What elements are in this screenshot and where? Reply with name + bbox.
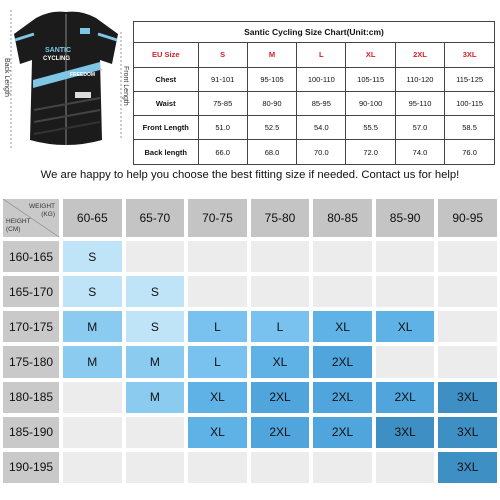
- jersey-print-2: CYCLING: [43, 56, 70, 62]
- table-cell: 85-95: [297, 91, 346, 115]
- size-cell: 3XL: [438, 382, 497, 413]
- size-cell: S: [126, 311, 185, 342]
- header-cell: L: [297, 43, 346, 67]
- table-cell: 95-105: [247, 67, 296, 91]
- weight-header: 60-65: [63, 199, 122, 237]
- table-cell: 115-125: [445, 67, 494, 91]
- jersey-print-1: SANTIC: [45, 47, 72, 54]
- size-cell: 3XL: [438, 452, 497, 483]
- row-label: Waist: [134, 91, 198, 115]
- table-cell: 100-115: [445, 91, 494, 115]
- size-cell: [63, 382, 122, 413]
- size-cell: 2XL: [251, 382, 310, 413]
- size-cell: [251, 276, 310, 307]
- header-cell: EU Size: [134, 43, 198, 67]
- size-cell: M: [126, 382, 185, 413]
- size-cell: [313, 241, 372, 272]
- table-cell: 51.0: [198, 116, 247, 140]
- weight-header: 85-90: [376, 199, 435, 237]
- table-cell: 80-90: [247, 91, 296, 115]
- size-chart-header-row: [134, 43, 494, 67]
- size-cell: [438, 241, 497, 272]
- table-cell: 70.0: [297, 140, 346, 164]
- height-header: 180-185: [3, 382, 59, 413]
- size-cell: 3XL: [376, 417, 435, 448]
- table-cell: 68.0: [247, 140, 296, 164]
- weight-header: 90-95: [438, 199, 497, 237]
- table-cell: 110-120: [395, 67, 444, 91]
- header-cell: 2XL: [395, 43, 444, 67]
- fit-grid: [3, 199, 497, 483]
- size-cell: [188, 241, 247, 272]
- height-header: 160-165: [3, 241, 59, 272]
- size-cell: [188, 276, 247, 307]
- table-cell: 52.5: [247, 116, 296, 140]
- size-cell: XL: [188, 417, 247, 448]
- table-row: [134, 116, 494, 140]
- table-cell: 100-110: [297, 67, 346, 91]
- header-cell: S: [198, 43, 247, 67]
- size-cell: XL: [251, 346, 310, 377]
- size-cell: S: [63, 241, 122, 272]
- table-cell: 55.5: [346, 116, 395, 140]
- height-axis-label: [6, 218, 31, 234]
- size-cell: [376, 241, 435, 272]
- size-cell: 3XL: [438, 417, 497, 448]
- table-cell: 57.0: [395, 116, 444, 140]
- height-unit: (CM): [6, 226, 21, 233]
- height-label: HEIGHT: [6, 218, 31, 225]
- size-cell: M: [126, 346, 185, 377]
- size-cell: [313, 276, 372, 307]
- size-cell: XL: [376, 311, 435, 342]
- height-header: 185-190: [3, 417, 59, 448]
- table-row: [134, 67, 494, 91]
- height-header: 175-180: [3, 346, 59, 377]
- jersey-illustration: [0, 0, 132, 160]
- weight-header: 75-80: [251, 199, 310, 237]
- size-cell: [438, 311, 497, 342]
- size-cell: S: [126, 276, 185, 307]
- brand-patch-icon: [75, 92, 91, 98]
- size-cell: M: [63, 346, 122, 377]
- size-cell: 2XL: [313, 417, 372, 448]
- table-cell: 66.0: [198, 140, 247, 164]
- header-cell: M: [247, 43, 296, 67]
- table-row: [134, 91, 494, 115]
- table-row: [134, 140, 494, 164]
- row-label: Chest: [134, 67, 198, 91]
- jersey-print-3: FREEDOM: [70, 72, 95, 78]
- size-cell: [126, 452, 185, 483]
- size-cell: L: [188, 346, 247, 377]
- size-cell: [63, 417, 122, 448]
- weight-axis-label: [29, 203, 55, 219]
- table-cell: 90-100: [346, 91, 395, 115]
- size-cell: [188, 452, 247, 483]
- size-cell: [376, 276, 435, 307]
- header-cell: XL: [346, 43, 395, 67]
- size-chart-table: [134, 43, 494, 164]
- size-cell: [63, 452, 122, 483]
- header-cell: 3XL: [445, 43, 494, 67]
- front-length-label: Front Length: [122, 66, 129, 106]
- table-cell: 58.5: [445, 116, 494, 140]
- row-label: Back length: [134, 140, 198, 164]
- weight-header: 80-85: [313, 199, 372, 237]
- weight-header: 70-75: [188, 199, 247, 237]
- size-cell: 2XL: [313, 382, 372, 413]
- height-header: 165-170: [3, 276, 59, 307]
- weight-unit: (KG): [41, 211, 55, 218]
- size-cell: L: [251, 311, 310, 342]
- row-label: Front Length: [134, 116, 198, 140]
- size-cell: [126, 241, 185, 272]
- size-cell: L: [188, 311, 247, 342]
- back-length-label: Back Length: [3, 58, 10, 97]
- size-chart: [133, 21, 495, 165]
- help-text: We are happy to help you choose the best fitting size if needed. Contact us for help!: [40, 169, 460, 181]
- size-cell: [313, 452, 372, 483]
- height-header: 190-195: [3, 452, 59, 483]
- size-cell: 2XL: [251, 417, 310, 448]
- size-cell: XL: [313, 311, 372, 342]
- height-header: 170-175: [3, 311, 59, 342]
- table-cell: 74.0: [395, 140, 444, 164]
- jersey-image: [0, 0, 132, 160]
- weight-header: 65-70: [126, 199, 185, 237]
- size-cell: [438, 346, 497, 377]
- size-cell: [126, 417, 185, 448]
- table-cell: 76.0: [462, 147, 477, 157]
- size-cell: [251, 241, 310, 272]
- size-cell: [251, 452, 310, 483]
- size-chart-title: Santic Cycling Size Chart(Unit:cm): [134, 22, 494, 43]
- size-cell: [376, 346, 435, 377]
- table-cell: 95-110: [395, 91, 444, 115]
- size-cell: M: [63, 311, 122, 342]
- weight-label: WEIGHT: [29, 203, 55, 210]
- size-cell: 2XL: [313, 346, 372, 377]
- table-cell: 75-85: [198, 91, 247, 115]
- table-cell: 91-101: [198, 67, 247, 91]
- size-cell: [438, 276, 497, 307]
- logo-badge-icon: [80, 28, 90, 34]
- size-cell: 2XL: [376, 382, 435, 413]
- table-cell: 54.0: [297, 116, 346, 140]
- size-cell: XL: [188, 382, 247, 413]
- size-cell: S: [63, 276, 122, 307]
- size-cell: [376, 452, 435, 483]
- table-cell: 72.0: [346, 140, 395, 164]
- table-cell: 105-115: [346, 67, 395, 91]
- grid-corner: [3, 199, 59, 237]
